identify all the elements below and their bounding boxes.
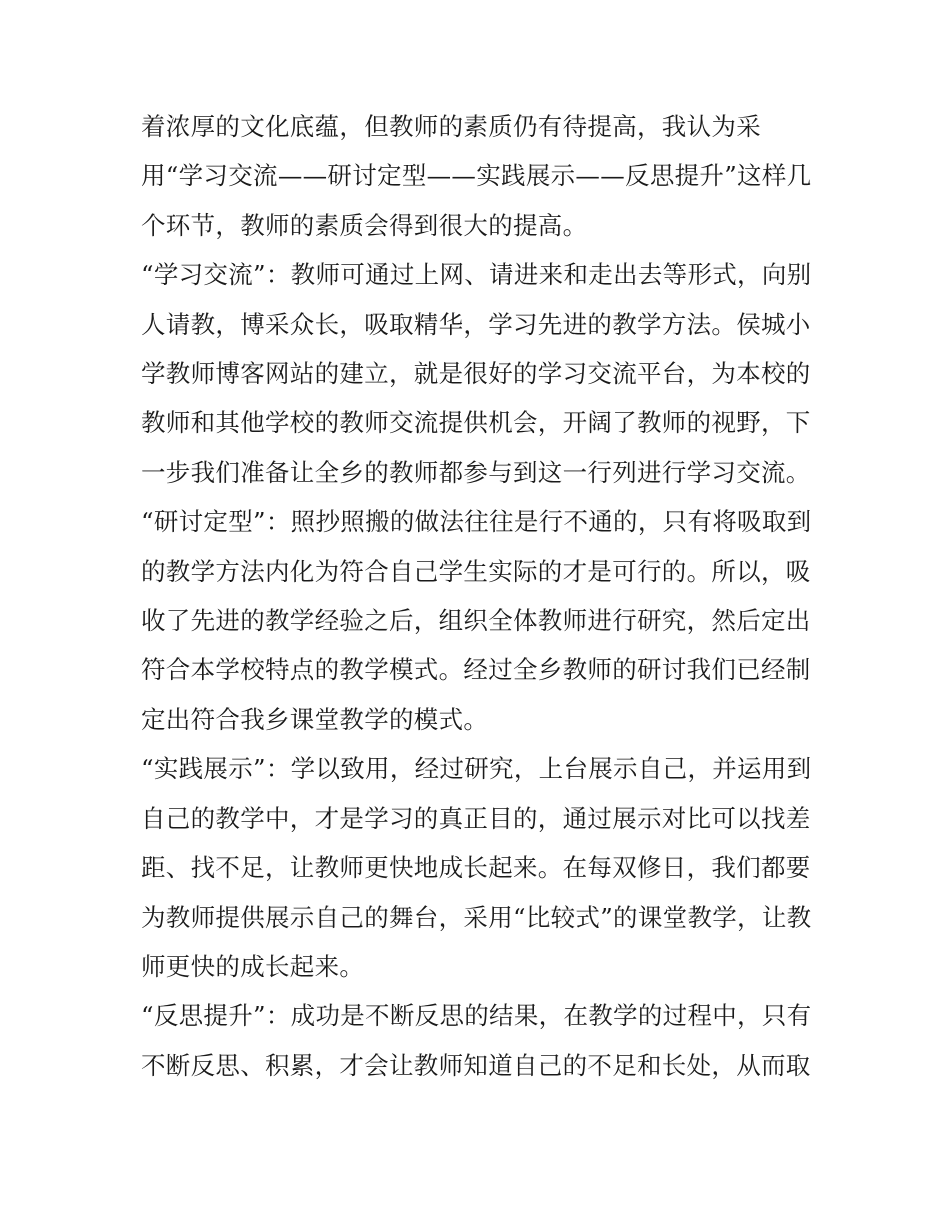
text-line: 教师和其他学校的教师交流提供机会，开阔了教师的视野，下 bbox=[141, 408, 811, 438]
text-line: 一步我们准备让全乡的教师都参与到这一行列进行学习交流。 bbox=[141, 457, 811, 487]
text-line: “学习交流”：教师可通过上网、请进来和走出去等形式，向别 bbox=[141, 260, 812, 290]
body-text bbox=[141, 102, 821, 1090]
text-line: 自己的教学中，才是学习的真正目的，通过展示对比可以找差 bbox=[141, 803, 811, 833]
text-line: “反思提升”：成功是不断反思的结果，在教学的过程中，只有 bbox=[141, 1001, 812, 1031]
text-line: 不断反思、积累，才会让教师知道自己的不足和长处，从而取 bbox=[141, 1050, 811, 1080]
text-line: 学教师博客网站的建立，就是很好的学习交流平台，为本校的 bbox=[141, 359, 811, 389]
text-line: 师更快的成长起来。 bbox=[141, 951, 365, 981]
text-line: 距、找不足，让教师更快地成长起来。在每双修日，我们都要 bbox=[141, 853, 811, 883]
text-line: 用“学习交流——研讨定型——实践展示——反思提升”这样几 bbox=[141, 161, 812, 191]
text-line: 的教学方法内化为符合自己学生实际的才是可行的。所以，吸 bbox=[141, 556, 811, 586]
text-line: 个环节，教师的素质会得到很大的提高。 bbox=[141, 210, 588, 240]
text-line: 人请教，博采众长，吸取精华，学习先进的教学方法。侯城小 bbox=[141, 309, 811, 339]
text-line: 着浓厚的文化底蕴，但教师的素质仍有待提高，我认为采 bbox=[141, 112, 761, 141]
text-line: 符合本学校特点的教学模式。经过全乡教师的研讨我们已经制 bbox=[141, 655, 811, 685]
text-line: 收了先进的教学经验之后，组织全体教师进行研究，然后定出 bbox=[141, 606, 811, 636]
text-line: “研讨定型”：照抄照搬的做法往往是行不通的，只有将吸取到 bbox=[141, 507, 812, 537]
text-line: “实践展示”：学以致用，经过研究，上台展示自己，并运用到 bbox=[141, 754, 812, 784]
text-line: 为教师提供展示自己的舞台，采用“比较式”的课堂教学，让教 bbox=[141, 902, 812, 932]
text-line: 定出符合我乡课堂教学的模式。 bbox=[141, 704, 489, 734]
